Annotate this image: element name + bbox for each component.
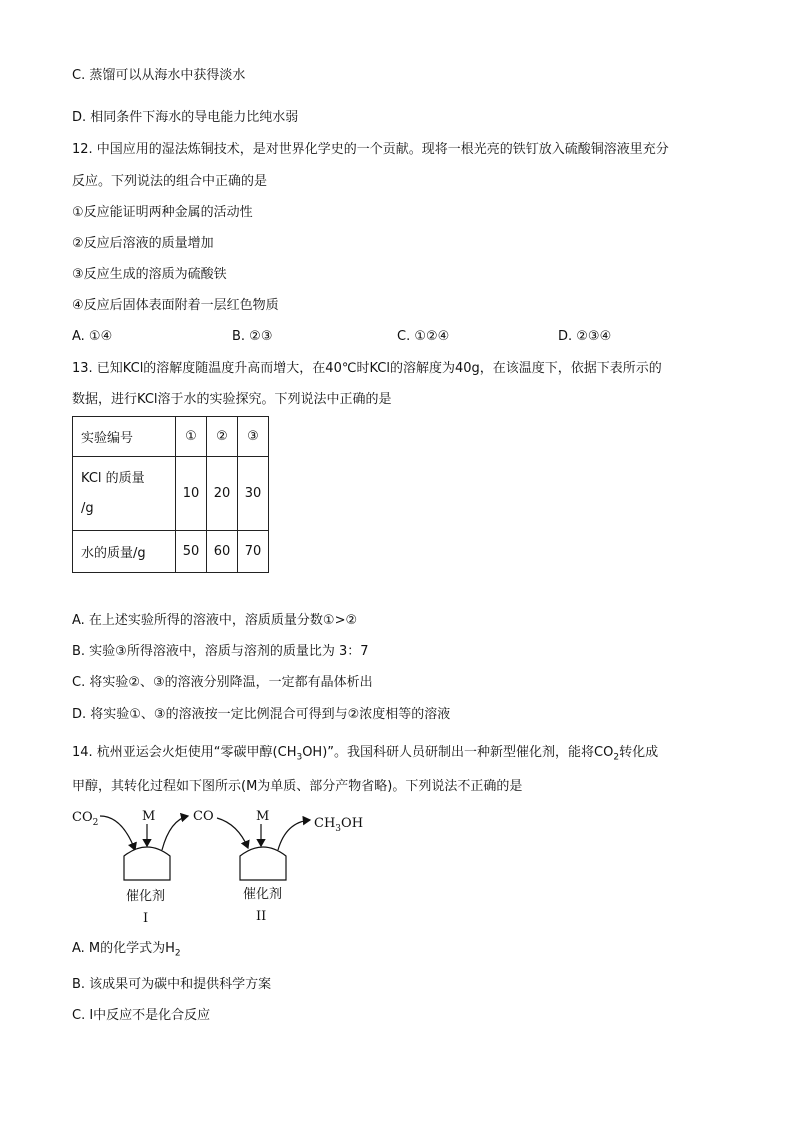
- label-ch3oh: $CH_3OH$: [314, 816, 364, 834]
- q14-option-a: [72, 940, 181, 963]
- table-header-2: ②: [207, 417, 238, 457]
- arrow-ch3oh-out: [278, 820, 310, 850]
- q14-stem-text-1: 14. 杭州亚运会火炬使用“零碳甲醇(CH: [72, 745, 297, 760]
- q12-statement-4: ④反应后固体表面附着一层红色物质: [72, 298, 279, 313]
- q12-statement-2: ②反应后溶液的质量增加: [72, 236, 214, 251]
- q14-option-c: C. Ⅰ中反应不是化合反应: [72, 1008, 211, 1023]
- q14-stem-line2: 甲醇，其转化过程如下图所示(M为单质、部分产物省略)。下列说法不正确的是: [72, 779, 523, 794]
- label-co2: $CO_2$: [72, 810, 99, 828]
- q12-option-b: B. ②③: [232, 329, 273, 344]
- q13-option-c: C. 将实验②、③的溶液分别降温，一定都有晶体析出: [72, 675, 373, 690]
- label-m-1: M: [142, 809, 156, 824]
- table-row-label-line1: KCl 的质量: [81, 470, 145, 486]
- catalyst-i-label: 催化剂: [126, 889, 166, 904]
- table-header-3: ③: [238, 417, 269, 457]
- q13-option-b: B. 实验③所得溶液中，溶质与溶剂的质量比为 3：7: [72, 644, 369, 659]
- label-co: CO: [193, 809, 214, 824]
- q12-option-a: A. ①④: [72, 329, 113, 344]
- table-header-label: 实验编号: [73, 417, 176, 457]
- q14-stem-sub-2: 2: [613, 752, 620, 763]
- catalyst-ii-label: 催化剂: [243, 887, 283, 902]
- table-cell: 20: [207, 457, 238, 531]
- q12-stem-line1: 12. 中国应用的湿法炼铜技术，是对世界化学史的一个贡献。现将一根光亮的铁钉放入硫酸铜溶液里充分: [72, 142, 669, 157]
- kcl-data-table: [72, 416, 269, 573]
- table-row-label: 水的质量/g: [73, 531, 176, 573]
- arrow-co-in: [217, 818, 248, 848]
- q13-option-a: A. 在上述实验所得的溶液中，溶质质量分数①>②: [72, 613, 358, 628]
- q12-statement-3: ③反应生成的溶质为硫酸铁: [72, 267, 227, 282]
- q14-stem-sub-1: 3: [296, 752, 303, 763]
- q14-option-b: B. 该成果可为碳中和提供科学方案: [72, 977, 272, 992]
- catalyst-conversion-diagram: [60, 800, 380, 930]
- q14-stem-line1: [72, 744, 658, 767]
- table-header-row: [73, 417, 269, 457]
- table-cell: 50: [176, 531, 207, 573]
- arrow-co-out: [162, 816, 188, 850]
- table-row-label: [73, 457, 176, 531]
- q13-stem-line2: 数据，进行KCl溶于水的实验探究。下列说法中正确的是: [72, 392, 392, 407]
- q12-statement-1: ①反应能证明两种金属的活动性: [72, 205, 253, 220]
- catalyst-i-number: I: [143, 911, 149, 926]
- catalyst-ii-shape: [240, 847, 286, 880]
- table-header-1: ①: [176, 417, 207, 457]
- arrow-co2-in: [100, 816, 135, 850]
- q13-stem-line1: 13. 已知KCl的溶解度随温度升高而增大，在40℃时KCl的溶解度为40g，在该温度下，依据下表所示的: [72, 361, 662, 376]
- q12-options: [72, 328, 722, 346]
- q12-option-c: C. ①②④: [397, 329, 450, 344]
- table-row-water-mass: [73, 531, 269, 573]
- q14-option-a-sub: 2: [174, 948, 181, 959]
- label-m-2: M: [256, 809, 270, 824]
- table-row-label-line2: /g: [81, 500, 94, 516]
- catalyst-i-shape: [124, 847, 170, 880]
- q12-stem-line2: 反应。下列说法的组合中正确的是: [72, 174, 268, 189]
- q13-option-d: D. 将实验①、③的溶液按一定比例混合可得到与②浓度相等的溶液: [72, 707, 451, 722]
- option-d-prev: D. 相同条件下海水的导电能力比纯水弱: [72, 110, 299, 125]
- table-cell: 70: [238, 531, 269, 573]
- catalyst-ii-number: II: [256, 909, 267, 924]
- option-c-prev: C. 蒸馏可以从海水中获得淡水: [72, 68, 246, 83]
- table-row-kcl-mass: [73, 457, 269, 531]
- table-cell: 30: [238, 457, 269, 531]
- q12-option-d: D. ②③④: [558, 329, 612, 344]
- q14-stem-text-2: OH)”。我国科研人员研制出一种新型催化剂，能将CO: [302, 745, 614, 760]
- q14-stem-text-3: 转化成: [619, 745, 659, 760]
- table-cell: 60: [207, 531, 238, 573]
- q14-option-a-text: A. M的化学式为H: [72, 941, 175, 956]
- table-cell: 10: [176, 457, 207, 531]
